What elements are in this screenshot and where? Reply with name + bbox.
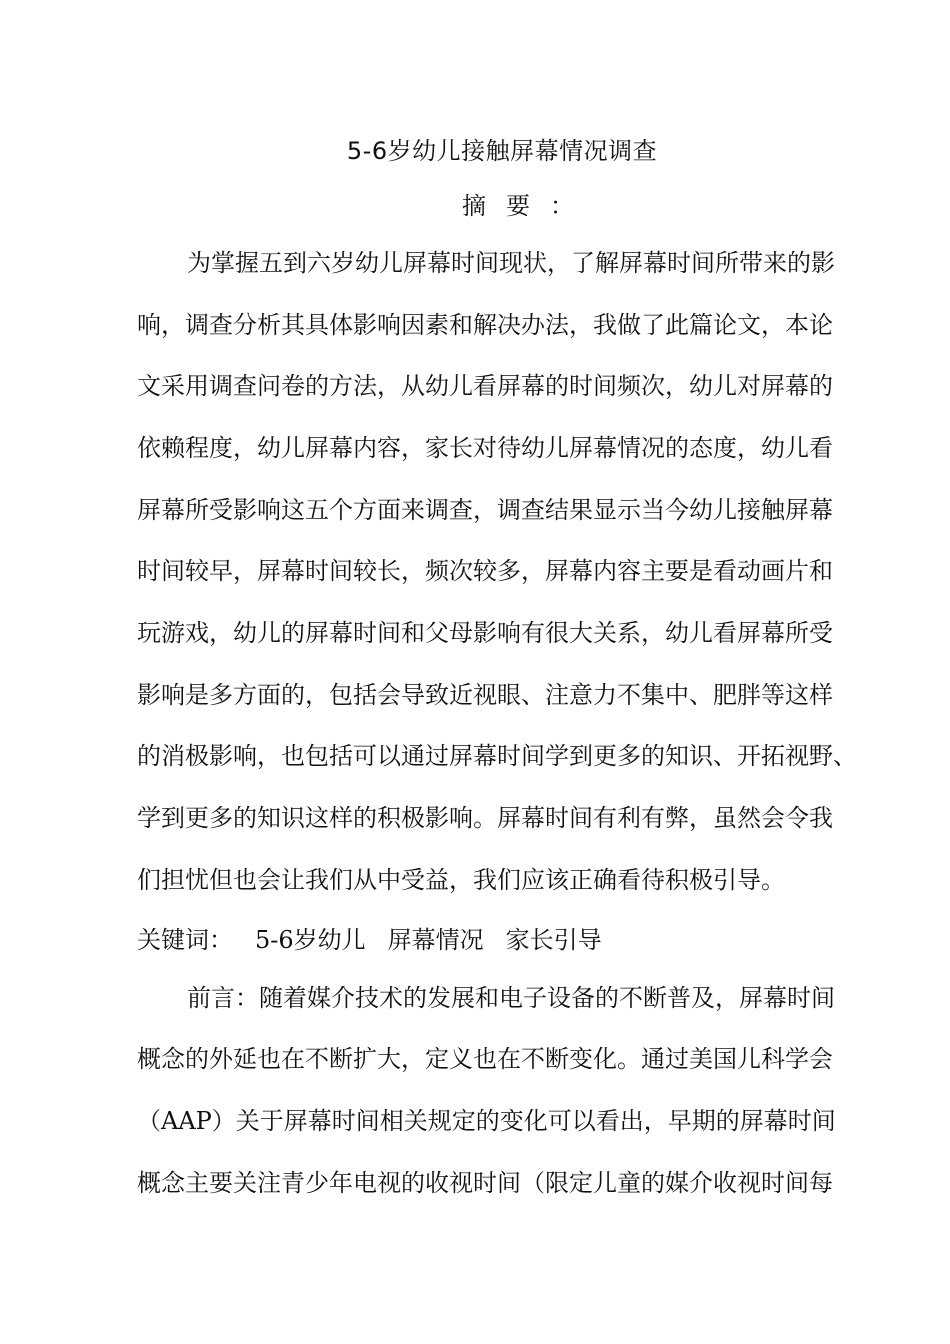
abstract-heading: 摘要： [462,192,594,220]
keyword-item: 5-6岁幼儿 [255,926,366,954]
document-title: 5-6岁幼儿接触屏幕情况调查 [346,137,658,165]
preface-line: 概念的外延也在不断扩大，定义也在不断变化。通过美国儿科学会 [137,1045,833,1073]
preface-line: 概念主要关注青少年电视的收视时间（限定儿童的媒介收视时间每 [137,1169,833,1197]
abstract-line: 依赖程度，幼儿屏幕内容，家长对待幼儿屏幕情况的态度，幼儿看 [137,434,833,462]
keyword-item: 屏幕情况 [387,926,484,954]
abstract-line: 的消极影响，也包括可以通过屏幕时间学到更多的知识、开拓视野、 [137,742,857,770]
abstract-line: 们担忧但也会让我们从中受益，我们应该正确看待积极引导。 [137,866,785,894]
abstract-line: 响，调查分析其具体影响因素和解决办法，我做了此篇论文，本论 [137,311,833,339]
keywords-row [137,922,602,959]
abstract-line: 文采用调查问卷的方法，从幼儿看屏幕的时间频次，幼儿对屏幕的 [137,372,833,400]
abstract-line: 屏幕所受影响这五个方面来调查，调查结果显示当今幼儿接触屏幕 [137,496,833,524]
abstract-line: 影响是多方面的，包括会导致近视眼、注意力不集中、肥胖等这样 [137,681,833,709]
keyword-item: 家长引导 [505,926,602,954]
preface-line: 前言：随着媒介技术的发展和电子设备的不断普及，屏幕时间 [187,984,835,1012]
abstract-line: 为掌握五到六岁幼儿屏幕时间现状，了解屏幕时间所带来的影 [187,249,835,277]
abstract-line: 时间较早，屏幕时间较长，频次较多，屏幕内容主要是看动画片和 [137,557,833,585]
abstract-line: 玩游戏，幼儿的屏幕时间和父母影响有很大关系，幼儿看屏幕所受 [137,619,833,647]
preface-line: （AAP）关于屏幕时间相关规定的变化可以看出，早期的屏幕时间 [137,1107,836,1135]
abstract-line: 学到更多的知识这样的积极影响。屏幕时间有利有弊，虽然会令我 [137,804,833,832]
keywords-label: 关键词： [137,926,233,954]
